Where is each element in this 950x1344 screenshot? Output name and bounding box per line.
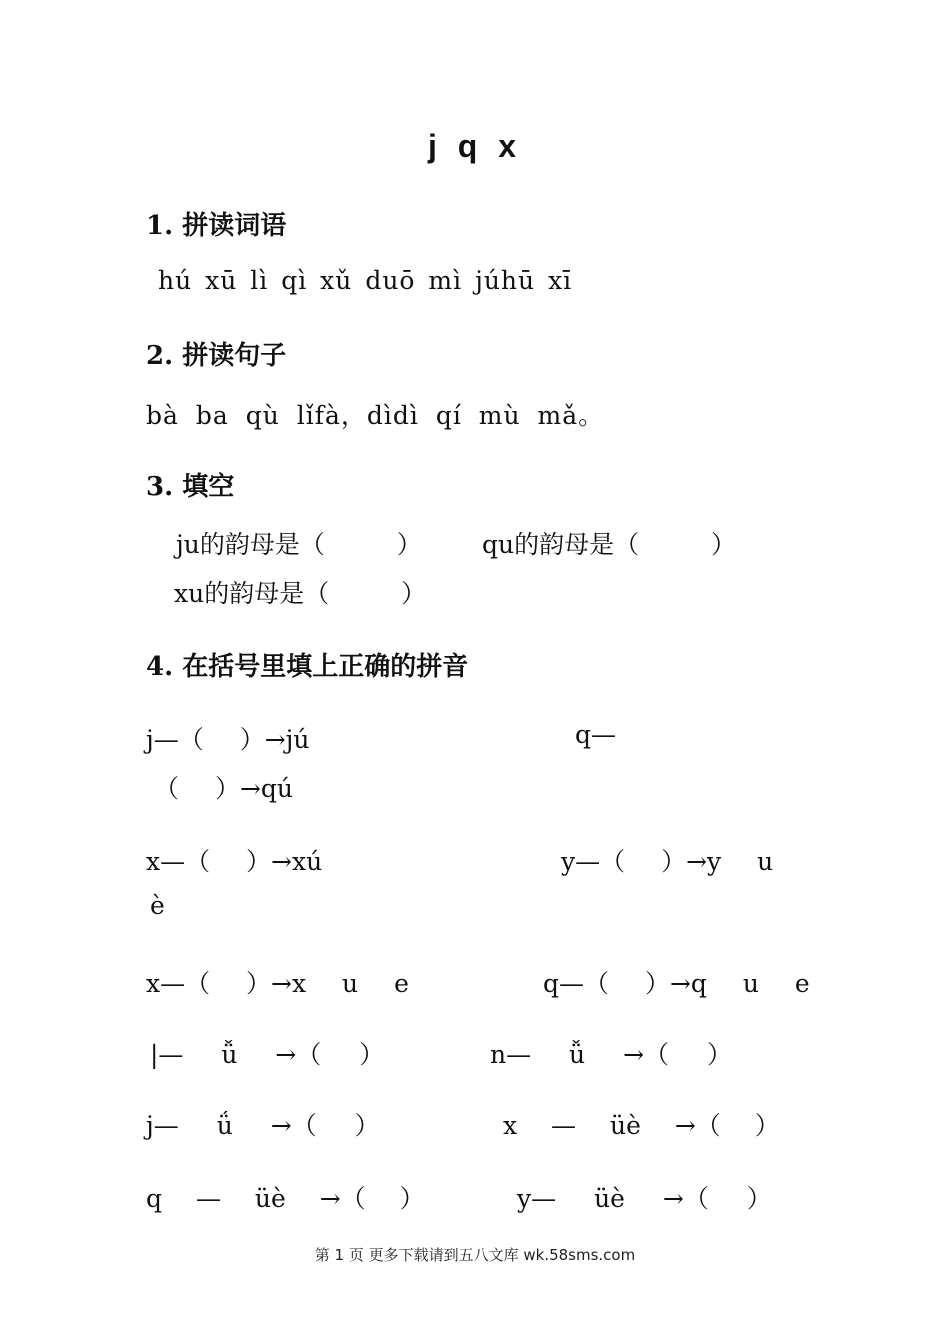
exercise-line: x — üè →（ ） — [503, 1111, 780, 1140]
section-2-heading: 2. 拼读句子 — [146, 341, 287, 371]
exercise-line: q— — [575, 720, 617, 749]
exercise-line: j— ǘ →（ ） — [146, 1111, 380, 1140]
exercise-line: y— üè →（ ） — [517, 1184, 772, 1213]
exercise-line: x—（ ）→x u e — [146, 969, 409, 998]
exercise-line: n— ǚ →（ ） — [490, 1040, 732, 1069]
fill-blank-ju: ju的韵母是（ ） — [176, 530, 422, 559]
exercise-line: x—（ ）→xú — [146, 847, 323, 876]
pinyin-words: hú xū lì qì xǔ duō mì júhū xī — [158, 266, 573, 295]
section-1-heading: 1. 拼读词语 — [146, 211, 287, 241]
page-footer: 第 1 页 更多下载请到五八文库 wk.58sms.com — [314, 1246, 636, 1264]
exercise-line: |— ǚ →（ ） — [150, 1040, 385, 1069]
exercise-line: è — [150, 891, 165, 920]
page-title: j q x — [427, 128, 522, 164]
section-3-heading: 3. 填空 — [146, 472, 235, 502]
exercise-line: （ ）→qú — [154, 774, 293, 803]
fill-blank-qu: qu的韵母是（ ） — [482, 530, 737, 559]
exercise-line: q—（ ）→q u e — [543, 969, 810, 998]
fill-blank-xu: xu的韵母是（ ） — [174, 579, 427, 608]
pinyin-sentence: bà ba qù lǐfà，dìdì qí mù mǎ。 — [146, 401, 605, 430]
exercise-line: q — üè →（ ） — [146, 1184, 425, 1213]
exercise-line: y—（ ）→y u — [561, 847, 774, 876]
section-4-heading: 4. 在括号里填上正确的拼音 — [146, 652, 469, 682]
exercise-line: j—（ ）→jú — [146, 725, 310, 754]
